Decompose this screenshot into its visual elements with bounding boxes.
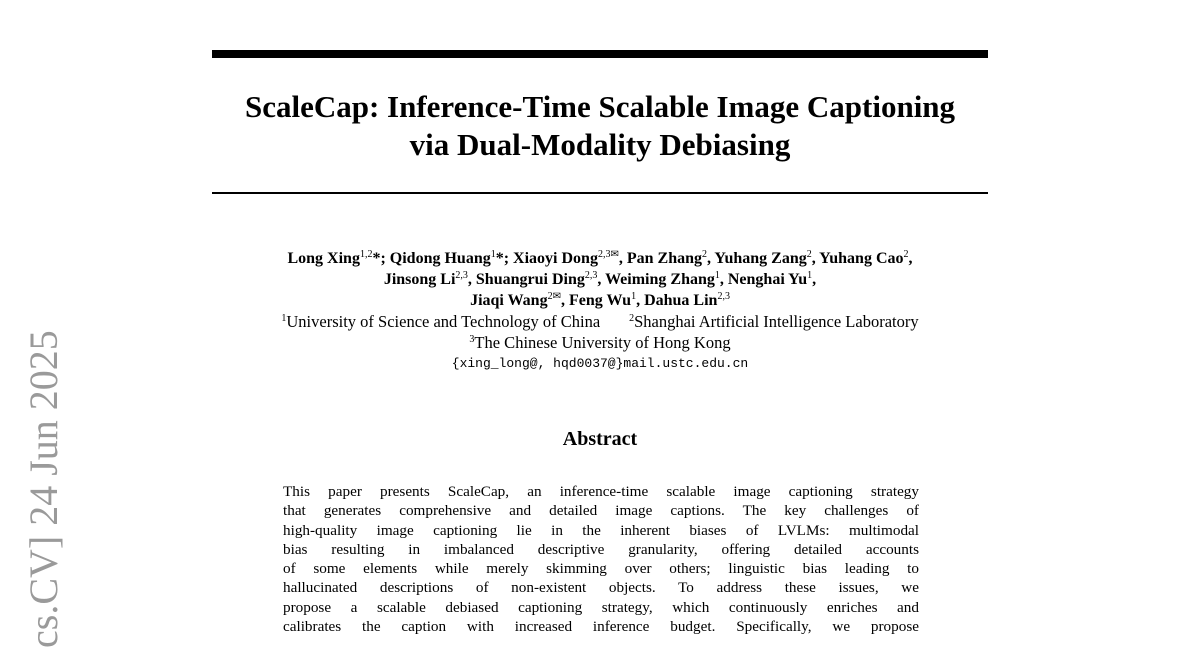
author-mark: * [372, 250, 381, 267]
author-name: Nenghai Yu [727, 271, 808, 288]
abstract-line: that generates comprehensive and detailed image captions. The key challenges of [283, 502, 919, 520]
abstract-line: of some elements while merely skimming over others; linguistic bias leading to [283, 560, 919, 578]
title-rule [212, 192, 988, 194]
author-sup: 1 [714, 270, 720, 281]
author-name: Jiaqi Wang [470, 292, 548, 309]
author-name: Pan Zhang [626, 250, 702, 267]
author-sup: 2 [806, 249, 812, 260]
author-name: Xiaoyi Dong [513, 250, 598, 267]
abstract-line: hallucinated descriptions of non-existent objects. To address these issues, we [283, 579, 919, 597]
affiliation: The Chinese University of Hong Kong [474, 333, 731, 352]
affiliation-sup: 3 [469, 334, 475, 345]
affiliation-sup: 2 [629, 313, 635, 324]
author-sup: 2 [701, 249, 707, 260]
abstract-line: calibrates the caption with increased inference budget. Specifically, we propose [283, 618, 919, 636]
author-name: Feng Wu [568, 292, 632, 309]
author-name: Dahua Lin [644, 292, 718, 309]
author-sup: 2,3✉ [597, 249, 619, 260]
abstract-line: propose a scalable debiased captioning strategy, which continuously enriches and [283, 598, 919, 616]
affiliation: Shanghai Artificial Intelligence Laboratory [634, 312, 919, 331]
author-name: Jinsong Li [383, 271, 456, 288]
author-sup: 2,3 [717, 291, 730, 302]
arxiv-stamp: cs.CV] 24 Jun 2025 [21, 330, 66, 648]
abstract-heading: Abstract [562, 428, 638, 450]
affiliation-line-2 [180, 332, 1020, 353]
abstract-line: This paper presents ScaleCap, an inference-time scalable image captioning strategy [283, 483, 919, 500]
author-sup: 2 [903, 249, 909, 260]
author-sup: 2,3 [584, 270, 598, 281]
author-sup: 1,2 [359, 249, 373, 260]
title-line-1: ScaleCap: Inference-Time Scalable Image Captioning [244, 89, 956, 124]
author-line-2: Jinsong Li$^{2,3}$, Shuangrui Ding$^{2,3}$, Weiming Zhang$^1$, Nenghai Yu$^1$, [383, 270, 817, 288]
author-name: Weiming Zhang [605, 271, 715, 288]
author-line-3: Jiaqi Wang$^{2✉}$, Feng Wu$^1$, Dahua Lin$^{2,3}$ [470, 291, 730, 309]
affiliation-sup: 1 [281, 313, 287, 324]
author-block [180, 248, 1020, 375]
top-rule [212, 50, 988, 58]
author-sup: 1 [807, 270, 813, 281]
author-sup: 1 [631, 291, 637, 302]
author-name: Qidong Huang [389, 250, 491, 267]
author-sup: 2✉ [547, 291, 561, 302]
title-line-2: via Dual-Modality Debiasing [409, 127, 791, 162]
abstract-body [283, 482, 919, 636]
author-name: Shuangrui Ding [475, 271, 585, 288]
author-name: Yuhang Zang [714, 250, 807, 267]
author-email[interactable]: {xing_long@, hqd0037@}mail.ustc.edu.cn [451, 356, 749, 371]
author-sup: 1 [490, 249, 496, 260]
abstract-line: high-quality image captioning lie in the inherent biases of LVLMs: multimodal [283, 521, 919, 539]
author-name: Yuhang Cao [819, 250, 904, 267]
author-mark: * [495, 250, 504, 267]
paper-title [200, 88, 1000, 164]
author-name: Long Xing [287, 250, 360, 267]
abstract-line: bias resulting in imbalanced descriptive granularity, offering detailed accounts [283, 540, 919, 558]
author-line-1: Long Xing$^{1,2}$*; Qidong Huang$^1$*; Xiaoyi Dong$^{2,3✉}$, Pan Zhang$^2$, Yuhang Zang$^2$, Yuhang Cao$^2$, [287, 249, 913, 267]
affiliation: University of Science and Technology of China [286, 312, 601, 331]
author-sup: 2,3 [455, 270, 468, 281]
affiliation-line-1 [180, 311, 1020, 332]
